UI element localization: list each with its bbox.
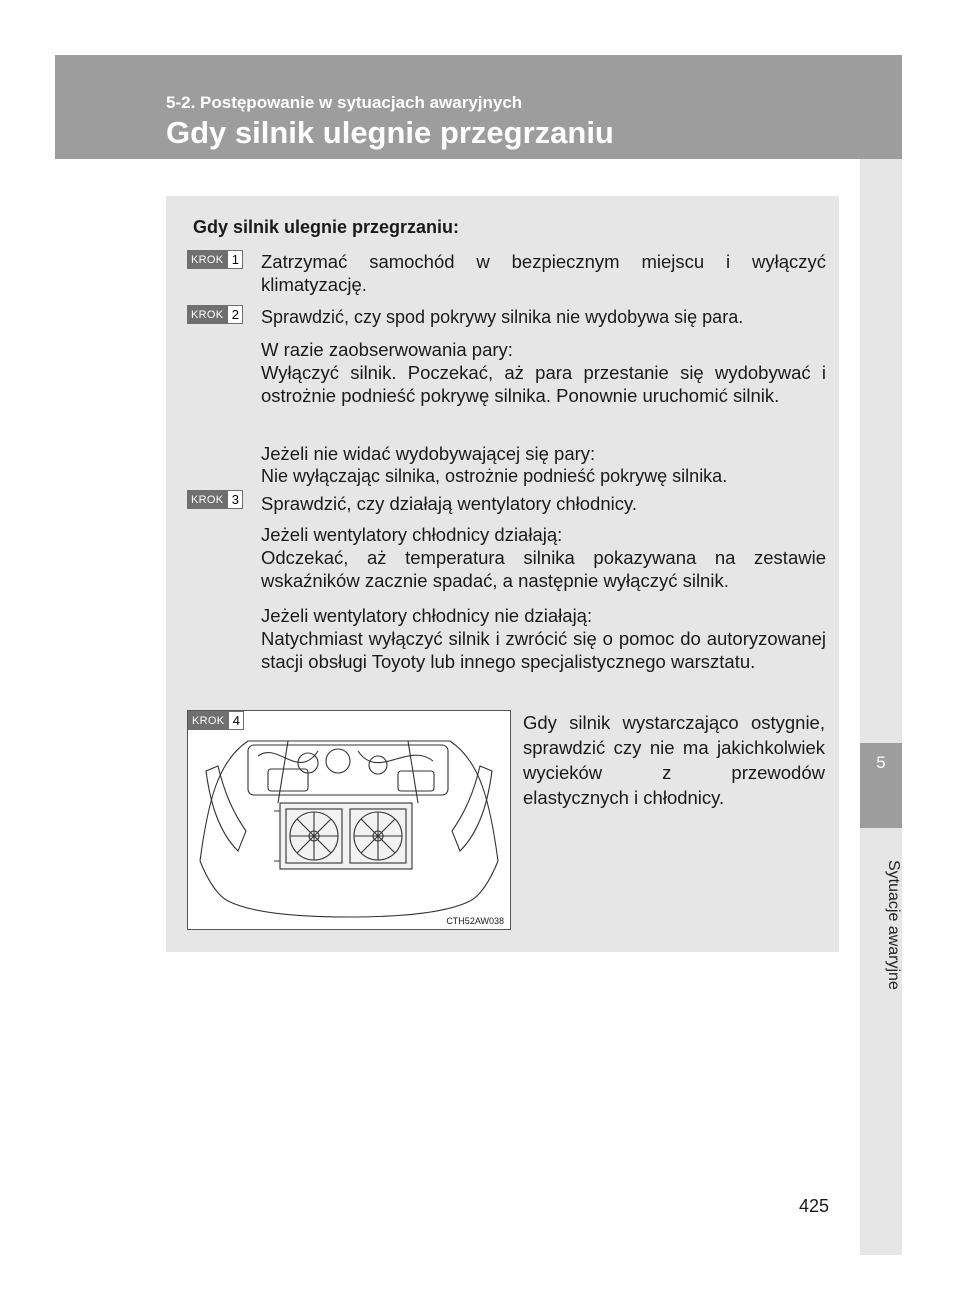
step-2-case-2 <box>261 442 826 488</box>
chapter-number: 5 <box>876 753 886 772</box>
engine-radiator-drawing <box>188 711 510 929</box>
step-3-case-2 <box>261 604 826 673</box>
step-badge-1 <box>187 250 243 269</box>
chapter-title: Sytuacje awaryjne <box>885 860 902 990</box>
step-word: KROK <box>187 250 227 269</box>
step-number: 1 <box>227 250 243 269</box>
case-condition: Jeżeli wentylatory chłodnicy działają: <box>261 524 563 545</box>
case-action: Odczekać, aż temperatura silnika pokazywana na zestawie wskaźników zacznie spadać, a następnie wyłączyć silnik. <box>261 547 826 591</box>
step-3-text: Sprawdzić, czy działają wentylatory chłodnicy. <box>261 493 637 514</box>
case-action: Nie wyłączając silnika, ostrożnie podnieść pokrywę silnika. <box>261 466 728 486</box>
step-number: 2 <box>227 305 243 324</box>
case-condition: Jeżeli nie widać wydobywającej się pary: <box>261 443 596 464</box>
step-badge-4 <box>188 711 244 730</box>
step-3-case-1 <box>261 523 826 592</box>
case-action: Natychmiast wyłączyć silnik i zwrócić się o pomoc do autoryzowanej stacji obsługi Toyoty lub innego specjalistycznego warsztatu. <box>261 628 826 672</box>
step-2-text: Sprawdzić, czy spod pokrywy silnika nie wydobywa się para. <box>261 307 744 327</box>
page-title: Gdy silnik ulegnie przegrzaniu <box>166 115 614 150</box>
step-word: KROK <box>187 490 227 509</box>
section-label: 5-2. Postępowanie w sytuacjach awaryjnych <box>166 93 523 112</box>
page-number: 425 <box>799 1196 830 1216</box>
step-word: KROK <box>187 305 227 324</box>
engine-bay-illustration <box>187 710 511 930</box>
step-word: KROK <box>188 711 228 730</box>
step-number: 3 <box>227 490 243 509</box>
case-action: Wyłączyć silnik. Poczekać, aż para przestanie się wydobywać i ostrożnie podnieść pokrywę silnika. Ponownie uruchomić silnik. <box>261 362 826 406</box>
step-badge-3 <box>187 490 243 509</box>
step-4-text: Gdy silnik wystarczająco ostygnie, sprawdzić czy nie ma jakichkolwiek wycieków z przewodów elastycznych i chłodnicy. <box>523 712 825 808</box>
case-condition: Jeżeli wentylatory chłodnicy nie działają: <box>261 605 593 626</box>
step-2-case-1 <box>261 338 826 407</box>
intro-heading: Gdy silnik ulegnie przegrzaniu: <box>193 217 460 237</box>
side-tab-background <box>860 159 902 743</box>
step-badge-2 <box>187 305 243 324</box>
figure-code: CTH52AW038 <box>446 916 504 926</box>
side-tab-active <box>860 743 902 828</box>
step-1-text: Zatrzymać samochód w bezpiecznym miejscu i wyłączyć klimatyzację. <box>261 251 826 295</box>
step-number: 4 <box>228 711 244 730</box>
case-condition: W razie zaobserwowania pary: <box>261 339 513 360</box>
